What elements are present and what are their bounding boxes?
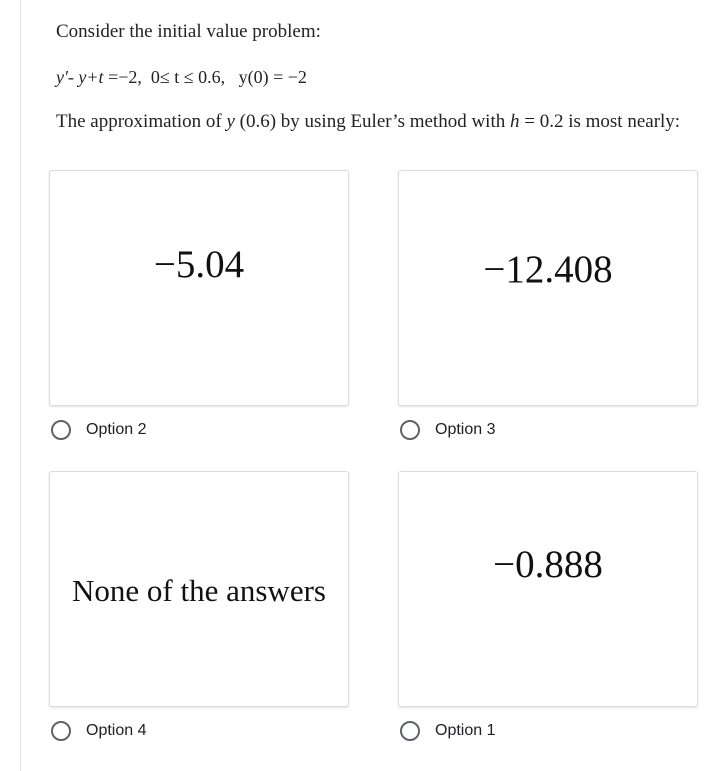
radio-option-3[interactable]: [400, 420, 495, 440]
radio-circle-icon[interactable]: [51, 721, 71, 741]
answer-card-option-2[interactable]: [49, 170, 349, 406]
radio-option-4[interactable]: [51, 721, 146, 741]
answer-card-option-1[interactable]: [398, 471, 698, 707]
prompt-var: y: [226, 111, 235, 132]
prompt-before: The approximation of: [56, 111, 227, 132]
radio-circle-icon[interactable]: [51, 420, 71, 440]
answer-value: −12.408: [483, 247, 613, 291]
radio-option-2[interactable]: [51, 420, 146, 440]
radio-option-1[interactable]: [400, 721, 495, 741]
equation-lhs: y′- y+t: [56, 67, 104, 87]
option-label: Option 2: [86, 421, 147, 438]
option-label: Option 4: [86, 722, 147, 739]
prompt-after: = 0.2 is most nearly:: [519, 111, 681, 132]
radio-circle-icon[interactable]: [400, 721, 420, 741]
equation-initial-condition: y(0) = −2: [238, 67, 307, 87]
equation-range: 0≤ t ≤ 0.6,: [150, 67, 226, 87]
equation-rhs: =−2,: [108, 67, 142, 87]
answer-value: −0.888: [493, 542, 603, 586]
prompt-h: h: [510, 111, 520, 132]
radio-circle-icon[interactable]: [400, 420, 420, 440]
question-equation: [56, 64, 716, 90]
option-label: Option 1: [435, 722, 496, 739]
question-intro: Consider the initial value problem:: [56, 21, 321, 42]
prompt-mid: (0.6) by using Euler’s method with: [234, 111, 510, 132]
answer-card-option-4[interactable]: [49, 471, 349, 707]
left-divider: [20, 0, 21, 771]
answer-value: None of the answers: [72, 573, 326, 608]
option-label: Option 3: [435, 421, 496, 438]
answer-value: −5.04: [153, 242, 245, 286]
answer-card-option-3[interactable]: [398, 170, 698, 406]
question-block: [56, 18, 716, 136]
question-prompt: [56, 108, 716, 136]
